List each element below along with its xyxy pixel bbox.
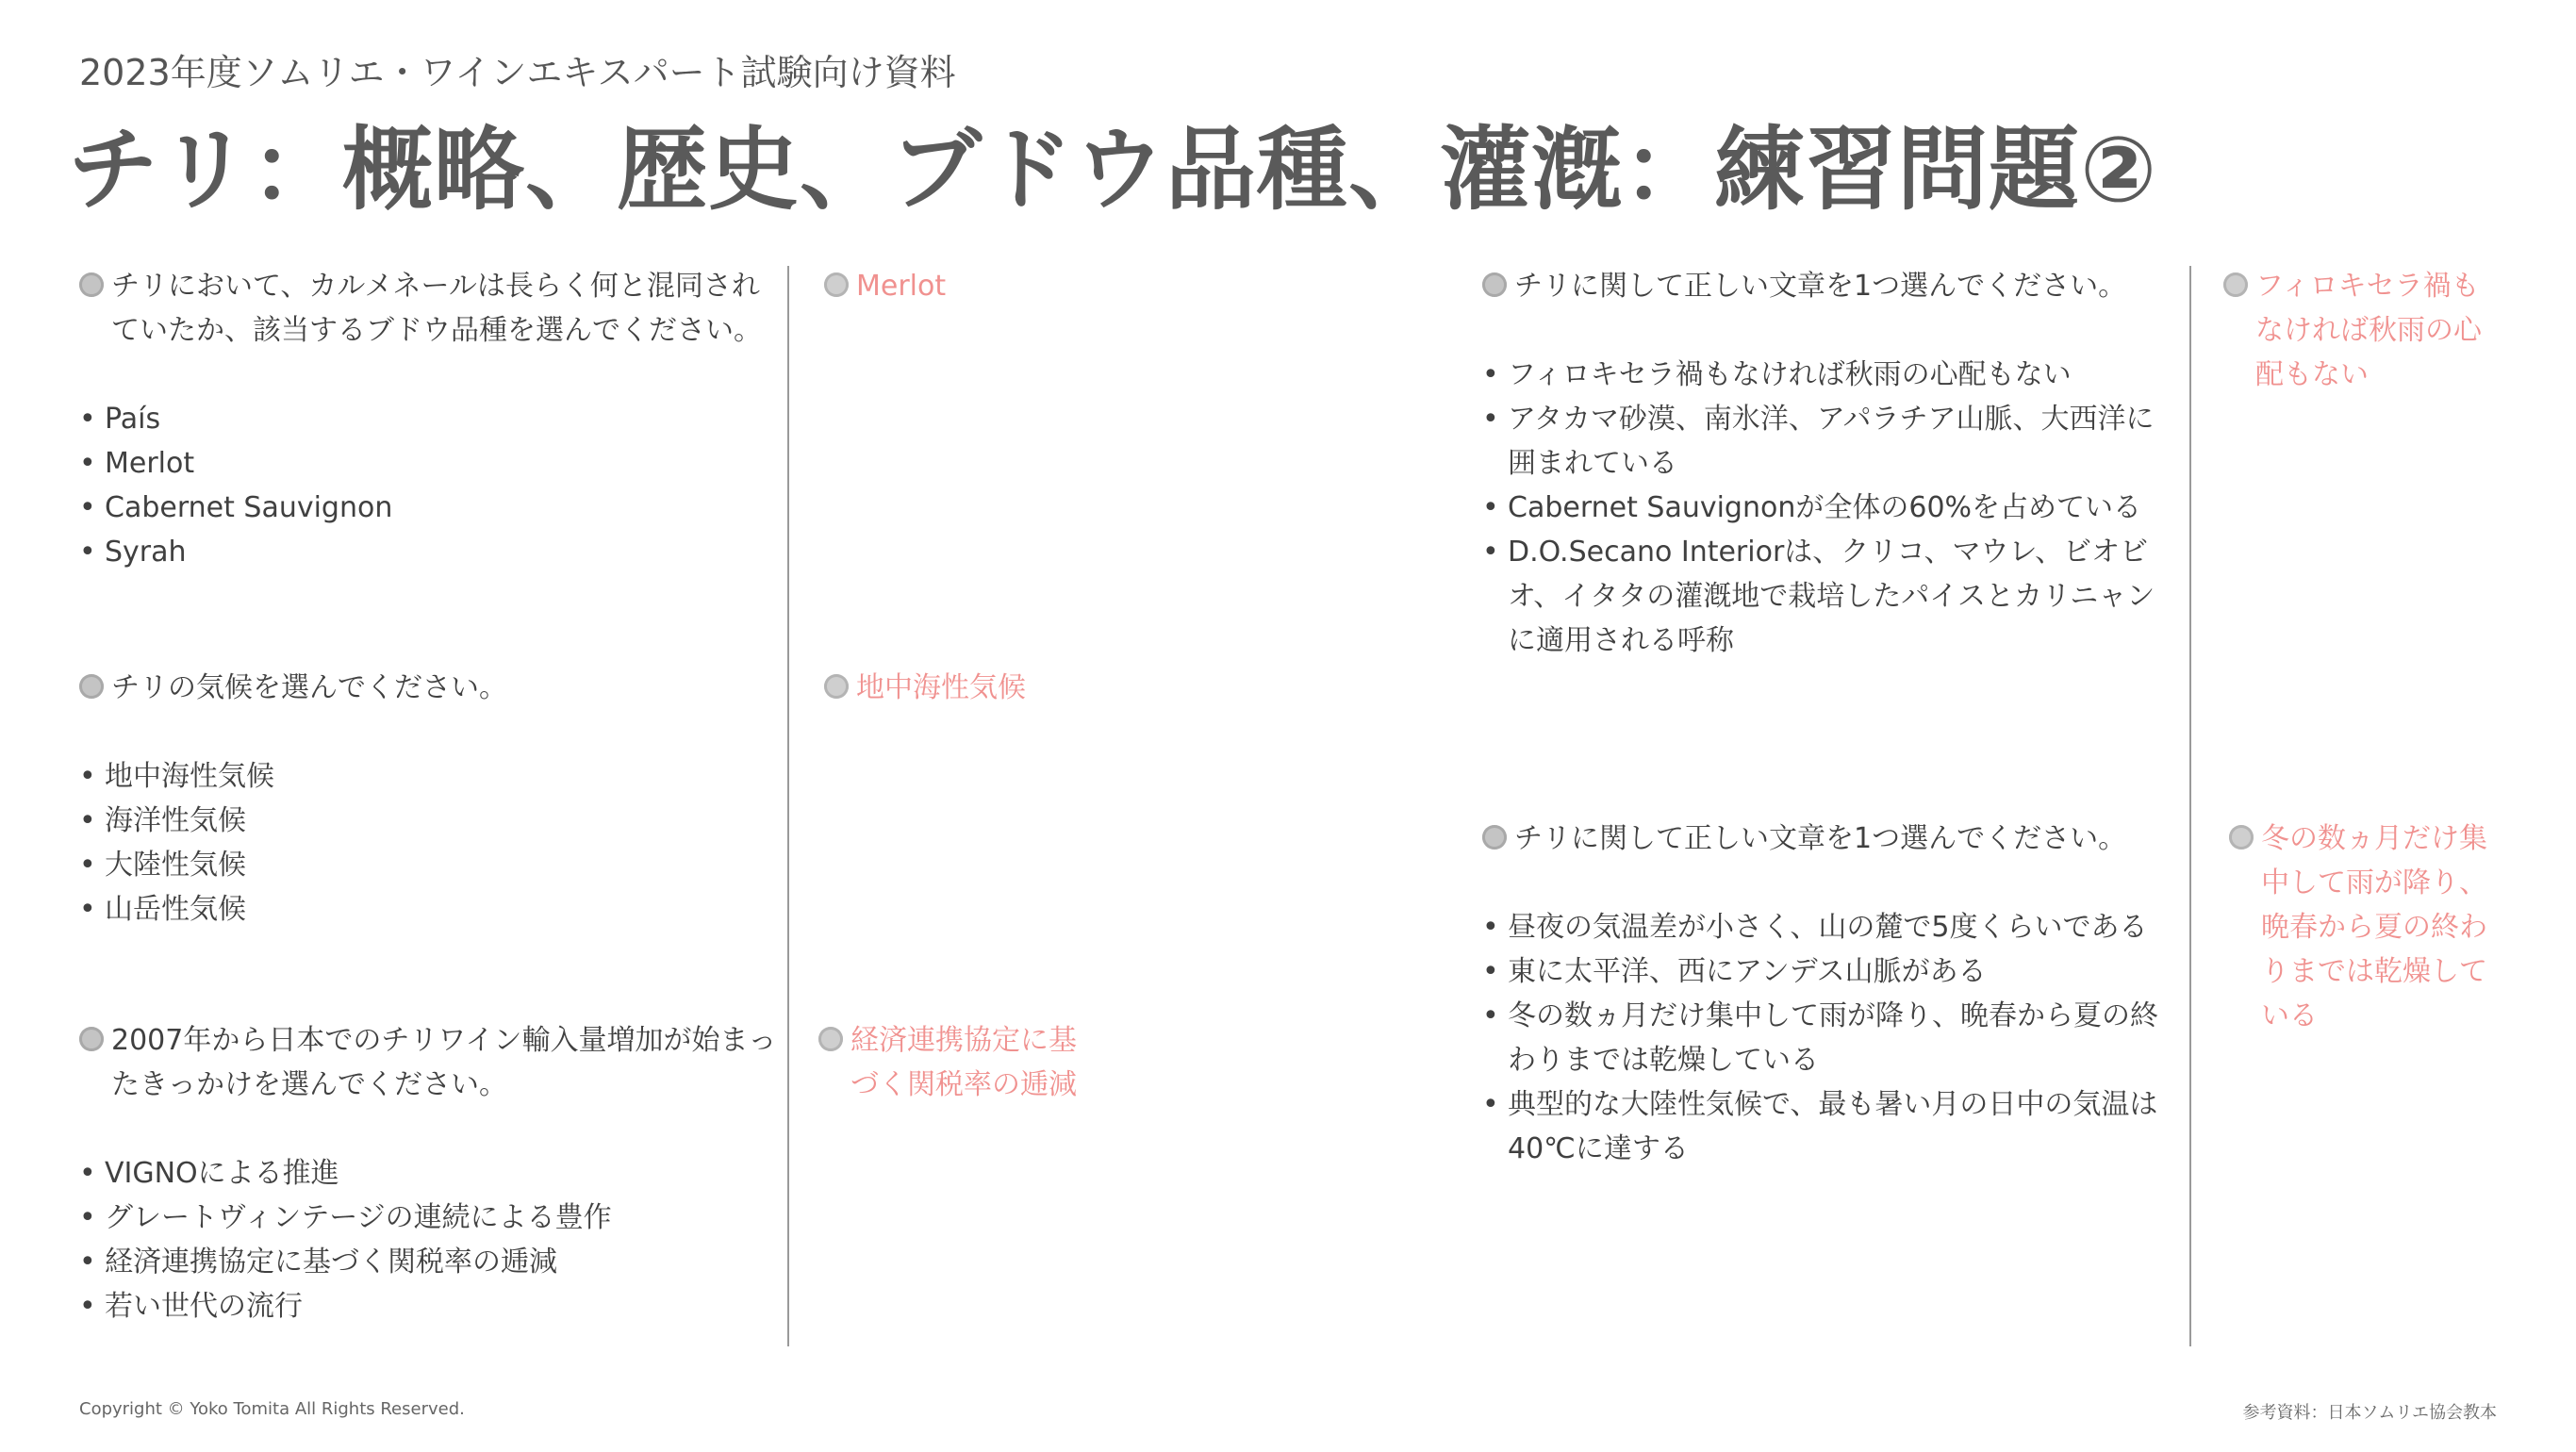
- reference-text: 参考資料：日本ソムリエ協会教本: [2242, 1403, 2497, 1423]
- circle-bullet-icon: [79, 272, 104, 297]
- answer-block-5: [2229, 817, 2512, 1038]
- option-item: • 冬の数ヵ月だけ集中して雨が降り、晩春から夏の終わりまでは乾燥している: [1482, 994, 2171, 1082]
- circle-bullet-icon: [1482, 825, 1507, 850]
- answer-text: フィロキセラ禍もなければ秋雨の心配もない: [2223, 264, 2506, 397]
- circle-bullet-icon: [2223, 272, 2248, 297]
- answer-block-1: [824, 264, 1107, 308]
- question-text: チリに関して正しい文章を1つ選んでください。: [1482, 264, 2171, 308]
- option-item: • フィロキセラ禍もなければ秋雨の心配もない: [1482, 353, 2171, 397]
- question-text: チリの気候を選んでください。: [79, 666, 777, 710]
- question-text: チリにおいて、カルメネールは長らく何と混同されていたか、該当するブドウ品種を選んでください。: [79, 264, 777, 353]
- option-item: • 経済連携協定に基づく関税率の逓減: [79, 1240, 777, 1284]
- question-block-2: [79, 666, 777, 932]
- option-item: • D.O.Secano Interiorは、クリコ、マウレ、ビオビオ、イタタの灌漑地で栽培したパイスとカリニャンに適用される呼称: [1482, 530, 2171, 663]
- answer-block-4: [2223, 264, 2506, 397]
- circle-bullet-icon: [824, 272, 849, 297]
- circle-bullet-icon: [1482, 272, 1507, 297]
- answer-text: 地中海性気候: [824, 666, 1107, 710]
- option-item: • Syrah: [79, 530, 777, 574]
- column-divider-left: [787, 266, 789, 1346]
- circle-bullet-icon: [824, 674, 849, 699]
- option-item: • VIGNOによる推進: [79, 1151, 777, 1196]
- option-item: • Cabernet Sauvignon: [79, 486, 777, 530]
- option-list: [79, 1151, 777, 1328]
- answer-block-3: [818, 1018, 1086, 1107]
- option-item: • 典型的な大陸性気候で、最も暑い月の日中の気温は40℃に達する: [1482, 1082, 2171, 1171]
- column-divider-right: [2189, 266, 2191, 1346]
- option-item: • 若い世代の流行: [79, 1284, 777, 1328]
- circle-bullet-icon: [79, 674, 104, 699]
- answer-block-2: [824, 666, 1107, 710]
- option-list: [79, 754, 777, 932]
- option-list: [1482, 905, 2171, 1171]
- circle-bullet-icon: [2229, 825, 2254, 850]
- page-title: チリ：概略、歴史、ブドウ品種、灌漑：練習問題②: [68, 117, 2158, 223]
- copyright-text: Copyright © Yoko Tomita All Rights Reserved.: [79, 1399, 465, 1419]
- option-item: • Merlot: [79, 441, 777, 486]
- question-block-1: [79, 264, 777, 574]
- option-item: • País: [79, 397, 777, 441]
- option-item: • 山岳性気候: [79, 887, 777, 932]
- option-item: • グレートヴィンテージの連続による豊作: [79, 1196, 777, 1240]
- option-list: [1482, 353, 2171, 663]
- question-block-5: [1482, 817, 2171, 1171]
- option-item: • アタカマ砂漠、南氷洋、アパラチア山脈、大西洋に囲まれている: [1482, 397, 2171, 486]
- question-text: チリに関して正しい文章を1つ選んでください。: [1482, 817, 2171, 861]
- option-item: • 海洋性気候: [79, 799, 777, 843]
- question-block-4: [1482, 264, 2171, 663]
- circle-bullet-icon: [818, 1027, 843, 1051]
- option-item: • 地中海性気候: [79, 754, 777, 799]
- answer-text: 冬の数ヵ月だけ集中して雨が降り、晩春から夏の終わりまでは乾燥している: [2229, 817, 2512, 1038]
- option-item: • 昼夜の気温差が小さく、山の麓で5度くらいである: [1482, 905, 2171, 949]
- answer-text: Merlot: [824, 264, 1107, 308]
- page-subtitle: 2023年度ソムリエ・ワインエキスパート試験向け資料: [79, 52, 956, 93]
- option-item: • Cabernet Sauvignonが全体の60%を占めている: [1482, 486, 2171, 530]
- question-block-3: [79, 1018, 777, 1328]
- option-item: • 東に太平洋、西にアンデス山脈がある: [1482, 949, 2171, 994]
- circle-bullet-icon: [79, 1027, 104, 1051]
- option-item: • 大陸性気候: [79, 843, 777, 887]
- question-text: 2007年から日本でのチリワイン輸入量増加が始まったきっかけを選んでください。: [79, 1018, 777, 1107]
- option-list: [79, 397, 777, 574]
- answer-text: 経済連携協定に基づく関税率の逓減: [818, 1018, 1086, 1107]
